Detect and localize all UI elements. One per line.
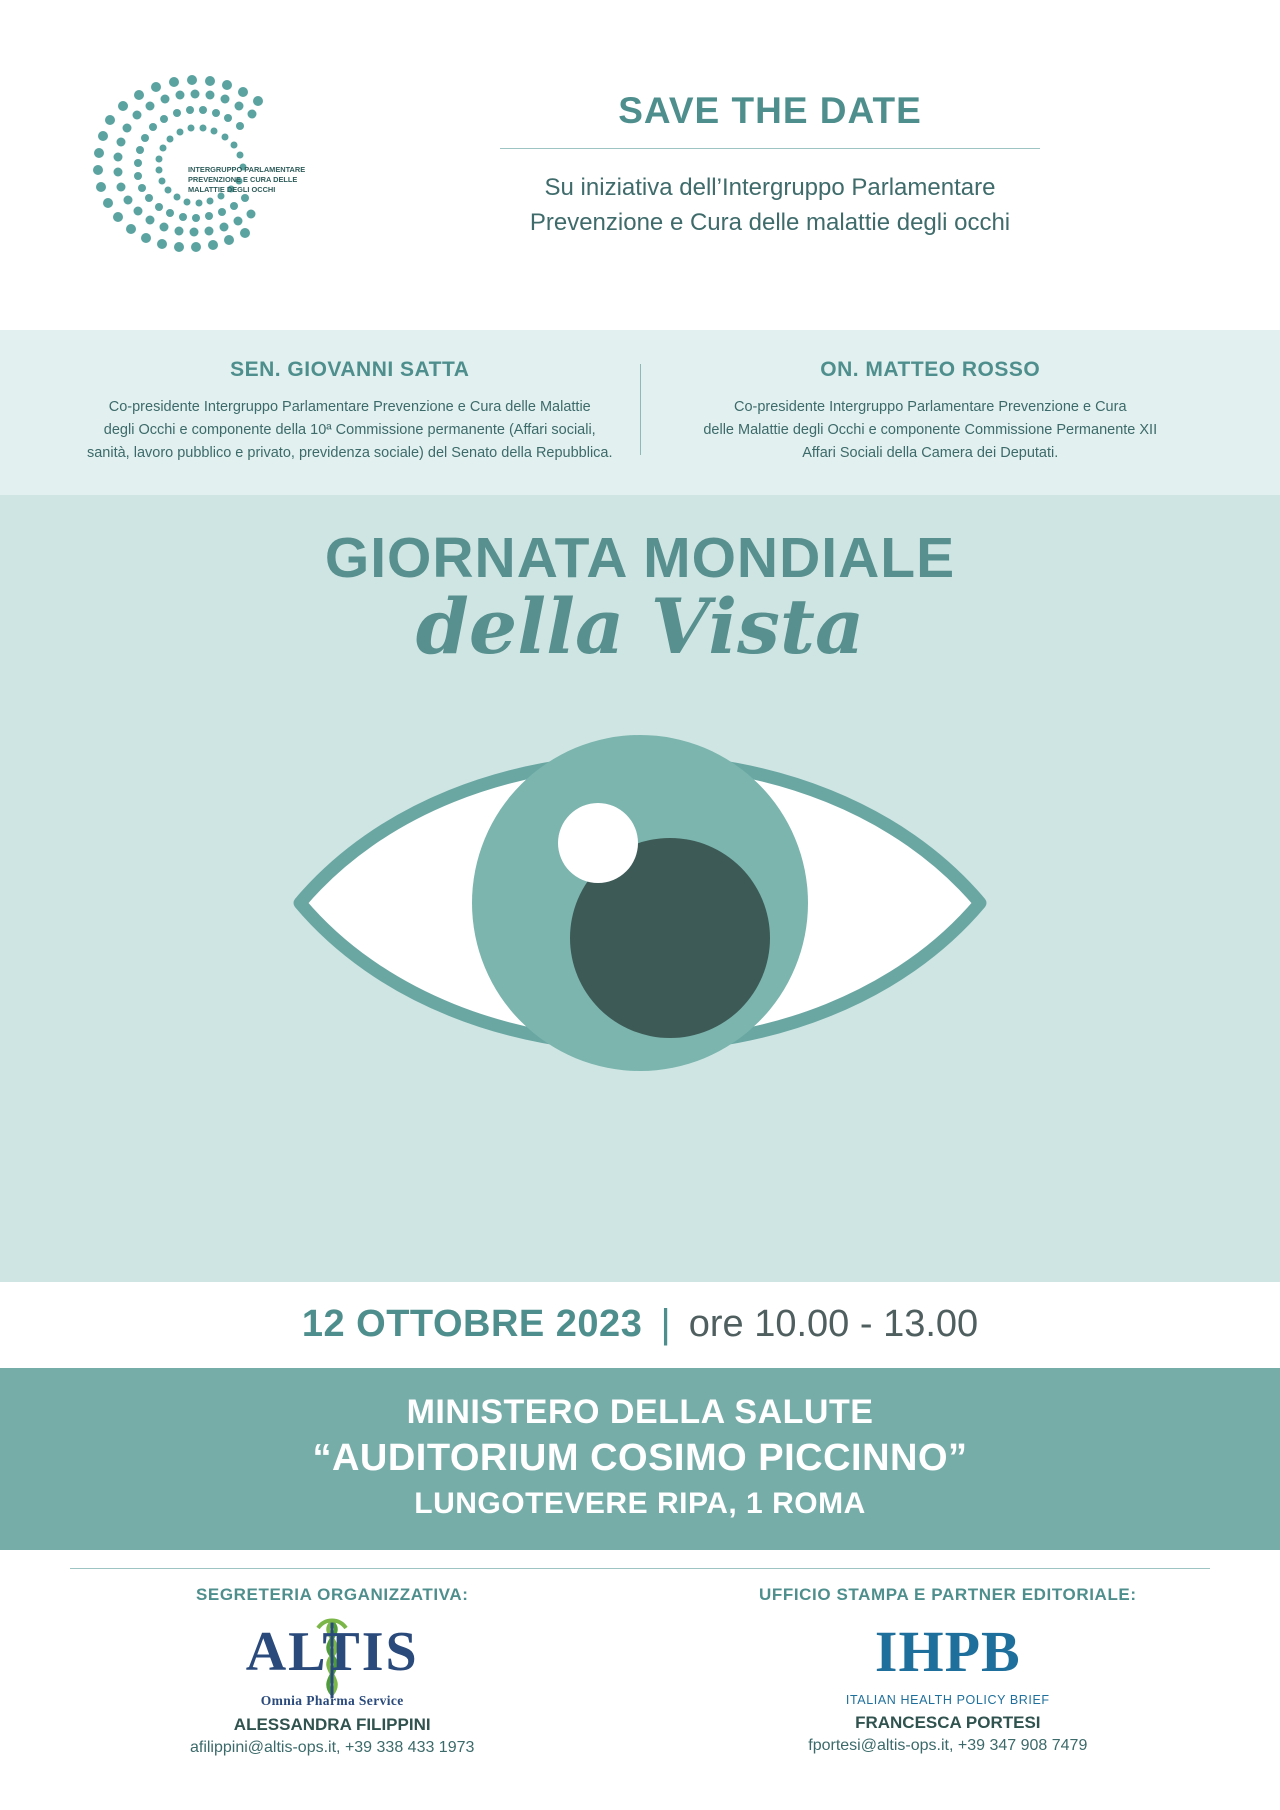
event-time: ore 10.00 - 13.00: [688, 1303, 979, 1346]
venue-band: [0, 1368, 1280, 1550]
press-heading: UFFICIO STAMPA E PARTNER EDITORIALE:: [758, 1585, 1137, 1604]
poster-header: [0, 0, 1280, 330]
eye-illustration-wrap: [0, 693, 1280, 1113]
logo-text-line2: PREVENZIONE E CURA DELLE: [188, 175, 298, 184]
president-card-satta: [60, 358, 640, 465]
ihpb-logo: [686, 1613, 1210, 1691]
header-divider: [500, 148, 1040, 149]
president-role-line2: delle Malattie degli Occhi e componente Commissione Permanente XII: [703, 422, 1158, 439]
secretariat-heading: SEGRETERIA ORGANIZZATIVA:: [195, 1585, 469, 1604]
altis-wordmark: ALTIS: [245, 1621, 419, 1683]
logo-text-line3: MALATTIE DEGLI OCCHI: [188, 185, 276, 194]
ihpb-tagline: ITALIAN HEALTH POLICY BRIEF: [845, 1693, 1050, 1707]
venue-line3: LUNGOTEVERE RIPA, 1 ROMA: [414, 1486, 866, 1520]
parliament-hemicycle-icon: [70, 50, 320, 280]
venue-line1: MINISTERO DELLA SALUTE: [406, 1392, 874, 1431]
altis-logo: [70, 1613, 594, 1691]
footer-column-press: [686, 1585, 1210, 1757]
event-date: 12 OTTOBRE 2023: [301, 1303, 643, 1346]
event-title-line1: GIORNATA MONDIALE: [324, 526, 956, 590]
eye-illustration-icon: [280, 693, 1000, 1113]
header-text-block: [320, 90, 1220, 241]
secretariat-contact-name: ALESSANDRA FILIPPINI: [233, 1715, 431, 1734]
intergruppo-logo: [70, 50, 320, 280]
header-subtitle-line2: Prevenzione e Cura delle malattie degli occhi: [529, 208, 1011, 236]
date-strip: [0, 1282, 1280, 1368]
altis-tagline: Omnia Pharma Service: [260, 1693, 404, 1708]
ihpb-wordmark: IHPB: [874, 1619, 1021, 1684]
save-the-date-title: SAVE THE DATE: [618, 89, 922, 131]
president-role-line3: sanità, lavoro pubblico e privato, previdenza sociale) del Senato della Repubblica.: [86, 445, 613, 462]
president-card-rosso: [641, 358, 1221, 465]
press-contact-name: FRANCESCA PORTESI: [855, 1713, 1041, 1732]
date-separator: |: [660, 1302, 671, 1347]
president-role-line1: Co-presidente Intergruppo Parlamentare Prevenzione e Cura: [733, 399, 1127, 415]
presidents-band: [0, 330, 1280, 495]
venue-line2: “AUDITORIUM COSIMO PICCINNO”: [312, 1437, 968, 1480]
president-role-line1: Co-presidente Intergruppo Parlamentare Prevenzione e Cura delle Malattie: [108, 399, 591, 415]
event-title-line2: della Vista: [415, 581, 865, 671]
logo-text-line1: INTERGRUPPO PARLAMENTARE: [188, 165, 306, 174]
president-name: SEN. GIOVANNI SATTA: [230, 358, 470, 381]
logo-text-block: [188, 165, 305, 194]
president-role-line2: degli Occhi e componente della 10ª Commissione permanente (Affari sociali,: [103, 422, 596, 439]
poster-footer: [0, 1550, 1280, 1810]
president-role-line3: Affari Sociali della Camera dei Deputati.: [802, 445, 1059, 462]
footer-column-secretariat: [70, 1585, 594, 1757]
main-visual-area: [0, 495, 1280, 1282]
press-contact-details: fportesi@altis-ops.it, +39 347 908 7479: [808, 1737, 1088, 1754]
secretariat-contact-details: afilippini@altis-ops.it, +39 338 433 1973: [189, 1739, 475, 1756]
header-subtitle-line1: Su iniziativa dell’Intergruppo Parlamentare: [544, 173, 996, 201]
footer-divider: [70, 1568, 1210, 1569]
president-name: ON. MATTEO ROSSO: [820, 358, 1041, 381]
